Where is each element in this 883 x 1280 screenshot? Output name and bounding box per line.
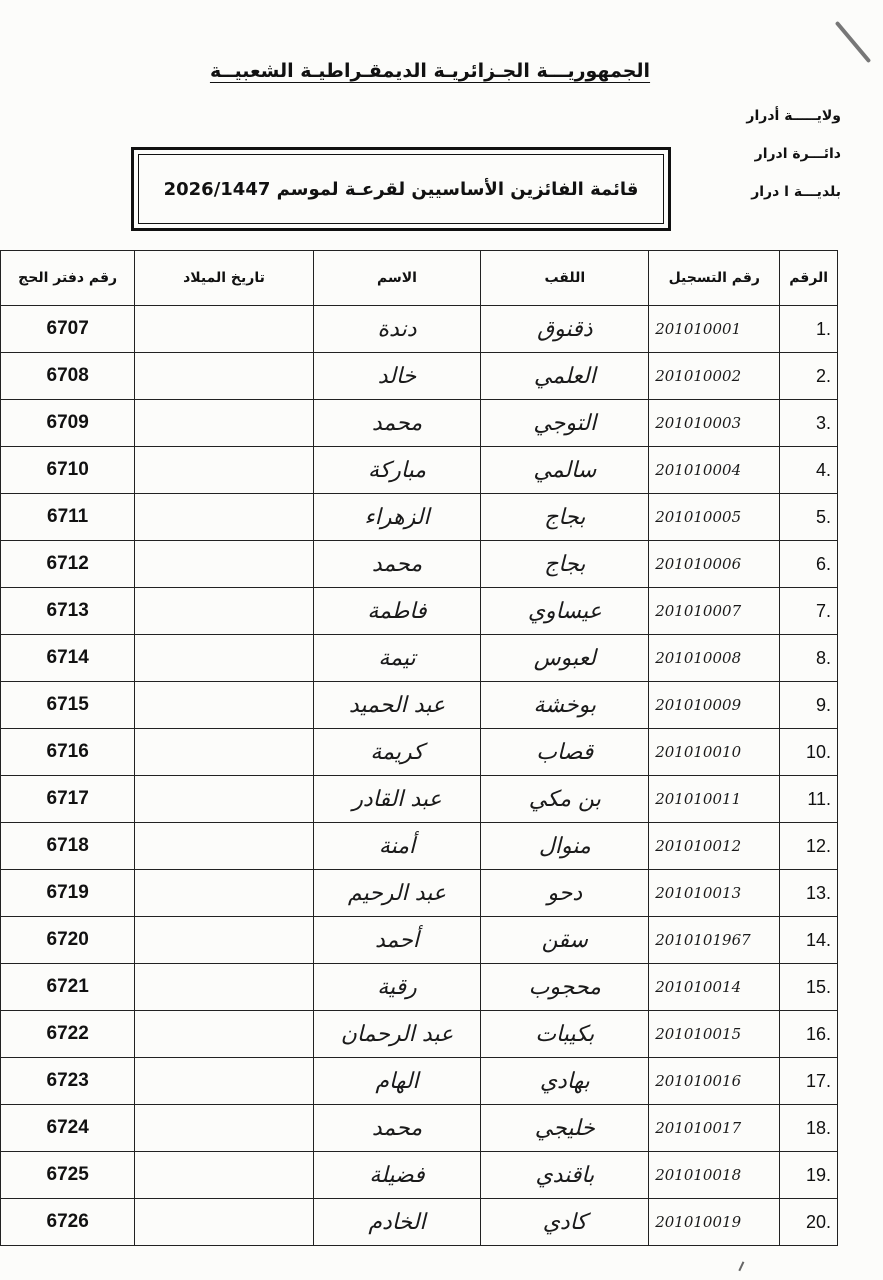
registration-number: 2010101967 bbox=[649, 917, 780, 964]
table-row bbox=[1, 1152, 838, 1199]
last-name: بجاج bbox=[481, 541, 649, 588]
wilaya-label: ولايـــــة أدرار bbox=[746, 108, 841, 124]
hajj-book-number: 6714 bbox=[1, 635, 135, 682]
registration-number: 201010008 bbox=[649, 635, 780, 682]
first-name: رقية bbox=[313, 964, 481, 1011]
last-name: سقن bbox=[481, 917, 649, 964]
table-row bbox=[1, 588, 838, 635]
hajj-book-number: 6708 bbox=[1, 353, 135, 400]
last-name: قصاب bbox=[481, 729, 649, 776]
registration-number: 201010009 bbox=[649, 682, 780, 729]
birth-date bbox=[135, 1058, 313, 1105]
birth-date bbox=[135, 1199, 313, 1246]
first-name: مباركة bbox=[313, 447, 481, 494]
col-header-firstname: الاسم bbox=[313, 251, 481, 306]
table-row bbox=[1, 494, 838, 541]
last-name: محجوب bbox=[481, 964, 649, 1011]
registration-number: 201010010 bbox=[649, 729, 780, 776]
row-number: 18. bbox=[780, 1105, 838, 1152]
row-number: 20. bbox=[780, 1199, 838, 1246]
row-number: 14. bbox=[780, 917, 838, 964]
winners-table bbox=[0, 250, 838, 1246]
registration-number: 201010016 bbox=[649, 1058, 780, 1105]
first-name: كريمة bbox=[313, 729, 481, 776]
table-row bbox=[1, 776, 838, 823]
registration-number: 201010014 bbox=[649, 964, 780, 1011]
birth-date bbox=[135, 776, 313, 823]
row-number: 6. bbox=[780, 541, 838, 588]
table-row bbox=[1, 306, 838, 353]
birth-date bbox=[135, 541, 313, 588]
birth-date bbox=[135, 1152, 313, 1199]
last-name: خليجي bbox=[481, 1105, 649, 1152]
birth-date bbox=[135, 917, 313, 964]
first-name: الهام bbox=[313, 1058, 481, 1105]
birth-date bbox=[135, 306, 313, 353]
registration-number: 201010015 bbox=[649, 1011, 780, 1058]
hajj-book-number: 6724 bbox=[1, 1105, 135, 1152]
row-number: 11. bbox=[780, 776, 838, 823]
last-name: العلمي bbox=[481, 353, 649, 400]
hajj-book-number: 6718 bbox=[1, 823, 135, 870]
table-row bbox=[1, 823, 838, 870]
first-name: الزهراء bbox=[313, 494, 481, 541]
table-row bbox=[1, 729, 838, 776]
last-name: دحو bbox=[481, 870, 649, 917]
row-number: 3. bbox=[780, 400, 838, 447]
registration-number: 201010004 bbox=[649, 447, 780, 494]
registration-number: 201010017 bbox=[649, 1105, 780, 1152]
hajj-book-number: 6711 bbox=[1, 494, 135, 541]
hajj-book-number: 6710 bbox=[1, 447, 135, 494]
hajj-book-number: 6707 bbox=[1, 306, 135, 353]
first-name: عبد القادر bbox=[313, 776, 481, 823]
last-name: سالمي bbox=[481, 447, 649, 494]
table-row bbox=[1, 682, 838, 729]
row-number: 19. bbox=[780, 1152, 838, 1199]
first-name: فضيلة bbox=[313, 1152, 481, 1199]
hajj-book-number: 6722 bbox=[1, 1011, 135, 1058]
table-row bbox=[1, 917, 838, 964]
title-box-inner bbox=[138, 154, 664, 224]
hajj-book-number: 6716 bbox=[1, 729, 135, 776]
registration-number: 201010001 bbox=[649, 306, 780, 353]
birth-date bbox=[135, 494, 313, 541]
row-number: 1. bbox=[780, 306, 838, 353]
registration-number: 201010003 bbox=[649, 400, 780, 447]
first-name: عبد الرحيم bbox=[313, 870, 481, 917]
last-name: منوال bbox=[481, 823, 649, 870]
table-header-row bbox=[1, 251, 838, 306]
birth-date bbox=[135, 1105, 313, 1152]
row-number: 10. bbox=[780, 729, 838, 776]
first-name: أحمد bbox=[313, 917, 481, 964]
last-name: باقندي bbox=[481, 1152, 649, 1199]
first-name: محمد bbox=[313, 541, 481, 588]
registration-number: 201010018 bbox=[649, 1152, 780, 1199]
registration-number: 201010006 bbox=[649, 541, 780, 588]
col-header-number: الرقم bbox=[780, 251, 838, 306]
stray-mark bbox=[738, 1261, 751, 1274]
row-number: 16. bbox=[780, 1011, 838, 1058]
row-number: 7. bbox=[780, 588, 838, 635]
hajj-book-number: 6719 bbox=[1, 870, 135, 917]
hajj-book-number: 6720 bbox=[1, 917, 135, 964]
table-row bbox=[1, 447, 838, 494]
table-row bbox=[1, 870, 838, 917]
col-header-hajj-book: رقم دفتر الحج bbox=[1, 251, 135, 306]
hajj-book-number: 6725 bbox=[1, 1152, 135, 1199]
row-number: 15. bbox=[780, 964, 838, 1011]
last-name: ذقنوق bbox=[481, 306, 649, 353]
registration-number: 201010012 bbox=[649, 823, 780, 870]
table-row bbox=[1, 353, 838, 400]
row-number: 13. bbox=[780, 870, 838, 917]
col-header-birthdate: تاريخ الميلاد bbox=[135, 251, 313, 306]
birth-date bbox=[135, 635, 313, 682]
birth-date bbox=[135, 447, 313, 494]
first-name: تيمة bbox=[313, 635, 481, 682]
table-row bbox=[1, 1058, 838, 1105]
birth-date bbox=[135, 353, 313, 400]
birth-date bbox=[135, 823, 313, 870]
birth-date bbox=[135, 729, 313, 776]
table-row bbox=[1, 1105, 838, 1152]
hajj-book-number: 6709 bbox=[1, 400, 135, 447]
row-number: 12. bbox=[780, 823, 838, 870]
birth-date bbox=[135, 400, 313, 447]
first-name: أمنة bbox=[313, 823, 481, 870]
registration-number: 201010007 bbox=[649, 588, 780, 635]
first-name: محمد bbox=[313, 1105, 481, 1152]
registration-number: 201010013 bbox=[649, 870, 780, 917]
last-name: بجاج bbox=[481, 494, 649, 541]
row-number: 2. bbox=[780, 353, 838, 400]
hajj-book-number: 6717 bbox=[1, 776, 135, 823]
birth-date bbox=[135, 964, 313, 1011]
first-name: دندة bbox=[313, 306, 481, 353]
last-name: بكيبات bbox=[481, 1011, 649, 1058]
birth-date bbox=[135, 682, 313, 729]
first-name: فاطمة bbox=[313, 588, 481, 635]
last-name: بوخشة bbox=[481, 682, 649, 729]
last-name: بن مكي bbox=[481, 776, 649, 823]
table-row bbox=[1, 964, 838, 1011]
hajj-book-number: 6721 bbox=[1, 964, 135, 1011]
title-box bbox=[131, 147, 671, 231]
row-number: 5. bbox=[780, 494, 838, 541]
last-name: عيساوي bbox=[481, 588, 649, 635]
pen-mark bbox=[835, 21, 871, 63]
col-header-registration: رقم التسجيل bbox=[649, 251, 780, 306]
row-number: 4. bbox=[780, 447, 838, 494]
row-number: 8. bbox=[780, 635, 838, 682]
last-name: بهادي bbox=[481, 1058, 649, 1105]
first-name: محمد bbox=[313, 400, 481, 447]
table-row bbox=[1, 1199, 838, 1246]
first-name: الخادم bbox=[313, 1199, 481, 1246]
republic-heading: الجمهوريـــة الجـزائريـة الديمقـراطيـة الشعبيــة bbox=[209, 60, 651, 82]
registration-number: 201010019 bbox=[649, 1199, 780, 1246]
registration-number: 201010011 bbox=[649, 776, 780, 823]
hajj-book-number: 6726 bbox=[1, 1199, 135, 1246]
birth-date bbox=[135, 870, 313, 917]
daira-label: دائـــرة ادرار bbox=[754, 146, 841, 162]
registration-number: 201010002 bbox=[649, 353, 780, 400]
last-name: لعبوس bbox=[481, 635, 649, 682]
first-name: عبد الحميد bbox=[313, 682, 481, 729]
baladiya-label: بلديـــة ا درار bbox=[751, 184, 841, 200]
col-header-lastname: اللقب bbox=[481, 251, 649, 306]
table-row bbox=[1, 1011, 838, 1058]
table-row bbox=[1, 635, 838, 682]
registration-number: 201010005 bbox=[649, 494, 780, 541]
hajj-book-number: 6713 bbox=[1, 588, 135, 635]
hajj-book-number: 6715 bbox=[1, 682, 135, 729]
last-name: التوجي bbox=[481, 400, 649, 447]
page-title: قائمة الفائزين الأساسيين لقرعـة لموسم 2026/1447 bbox=[163, 178, 639, 200]
hajj-book-number: 6723 bbox=[1, 1058, 135, 1105]
row-number: 17. bbox=[780, 1058, 838, 1105]
birth-date bbox=[135, 588, 313, 635]
birth-date bbox=[135, 1011, 313, 1058]
table-row bbox=[1, 400, 838, 447]
first-name: عبد الرحمان bbox=[313, 1011, 481, 1058]
hajj-book-number: 6712 bbox=[1, 541, 135, 588]
first-name: خالد bbox=[313, 353, 481, 400]
row-number: 9. bbox=[780, 682, 838, 729]
table-row bbox=[1, 541, 838, 588]
last-name: كادي bbox=[481, 1199, 649, 1246]
